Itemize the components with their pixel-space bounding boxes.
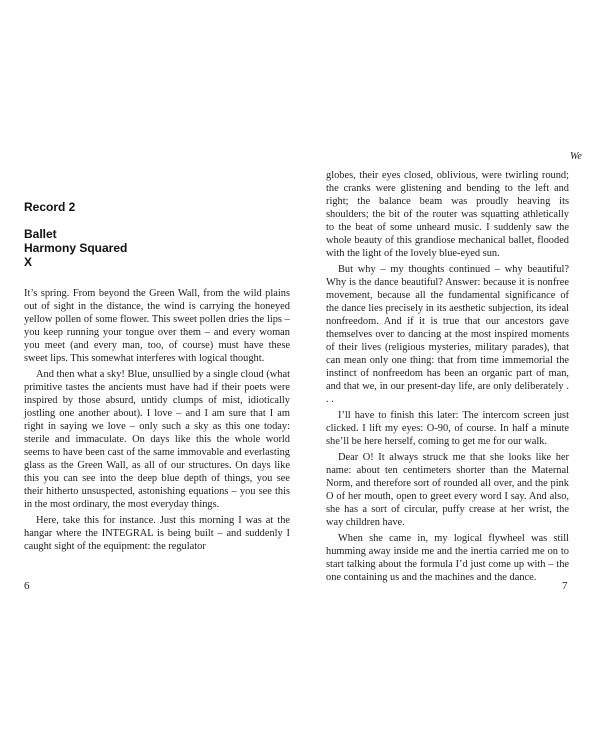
record-title: Record 2 bbox=[24, 200, 76, 214]
paragraph: Dear O! It always struck me that she looks like her name: about ten centimeters shorter than the Maternal Norm, and therefore sort of rounded all over, and the pink O of her mouth, open to greet every word I say. And also, she has a sort of circular, puffy crease at her wrist, the way children have. bbox=[326, 452, 569, 528]
chapter-heading bbox=[24, 200, 127, 269]
paragraph: I’ll have to finish this later: The intercom screen just clicked. I lift my eyes: O-90, of course. In half a minute she’ll be here herself, coming to get me for our walk. bbox=[326, 410, 569, 447]
paragraph: And then what a sky! Blue, unsullied by a single cloud (what primitive tastes the ancients must have had if their poets were inspired by those absurd, untidy clumps of mist, idiotically jostling one another about). I love – and I am sure that I am right in saying we love – only such a sky as this one today: sterile and immaculate. On days like this the whole world seems to have been cast of the same immovable and everlasting glass as the Green Wall, as all of our structures. On days like this you can see into the deep blue depth of things, you see their hitherto unsuspected, astonishing equations – you see this in the most ordinary, the most everyday things. bbox=[24, 369, 290, 510]
subtitle-line: X bbox=[24, 255, 33, 269]
running-header: We bbox=[570, 151, 582, 162]
paragraph: When she came in, my logical flywheel was still humming away inside me and the inertia carried me on to start talking about the formula I’d just come up with – the one containing us and the machines and the dance. bbox=[326, 533, 569, 583]
subtitle-line: Ballet bbox=[24, 227, 57, 241]
subtitle-line: Harmony Squared bbox=[24, 241, 128, 255]
right-page-text bbox=[326, 169, 569, 584]
page-number-right: 7 bbox=[562, 580, 568, 592]
left-page-text bbox=[24, 287, 290, 553]
page-number-left: 6 bbox=[24, 580, 30, 592]
paragraph: Here, take this for instance. Just this morning I was at the hangar where the INTEGRAL is being built – and suddenly I caught sight of the equipment: the regulator bbox=[24, 515, 290, 552]
chapter-subtitle bbox=[24, 227, 127, 269]
paragraph: globes, their eyes closed, oblivious, were twirling round; the cranks were glistening and bending to the left and right; the balance beam was proudly heaving its shoulders; the bit of the router was squatting athletically to the beat of some unheard music. I suddenly saw the whole beauty of this grandiose mechanical ballet, flooded with the light of the lovely blue-eyed sun. bbox=[326, 170, 569, 259]
paragraph: But why – my thoughts continued – why beautiful? Why is the dance beautiful? Answer: because it is nonfree movement, because all the fundamental significance of the dance lies precisely in its aesthetic subjection, its ideal nonfreedom. And if it is true that our ancestors gave themselves over to dancing at the most inspired moments of their lives (religious mysteries, military parades), that can mean only one thing: that from time immemorial the instinct of nonfreedom has been an organic part of man, and that we, in our present-day life, are only deliberately . . . bbox=[326, 264, 569, 405]
paragraph: It’s spring. From beyond the Green Wall, from the wild plains out of sight in the distance, the wind is carrying the honeyed yellow pollen of some flower. This sweet pollen dries the lips – you keep running your tongue over them – and every woman you meet (and every man, too, of course) must have these sweet lips. This somewhat interferes with logical thought. bbox=[24, 288, 290, 364]
